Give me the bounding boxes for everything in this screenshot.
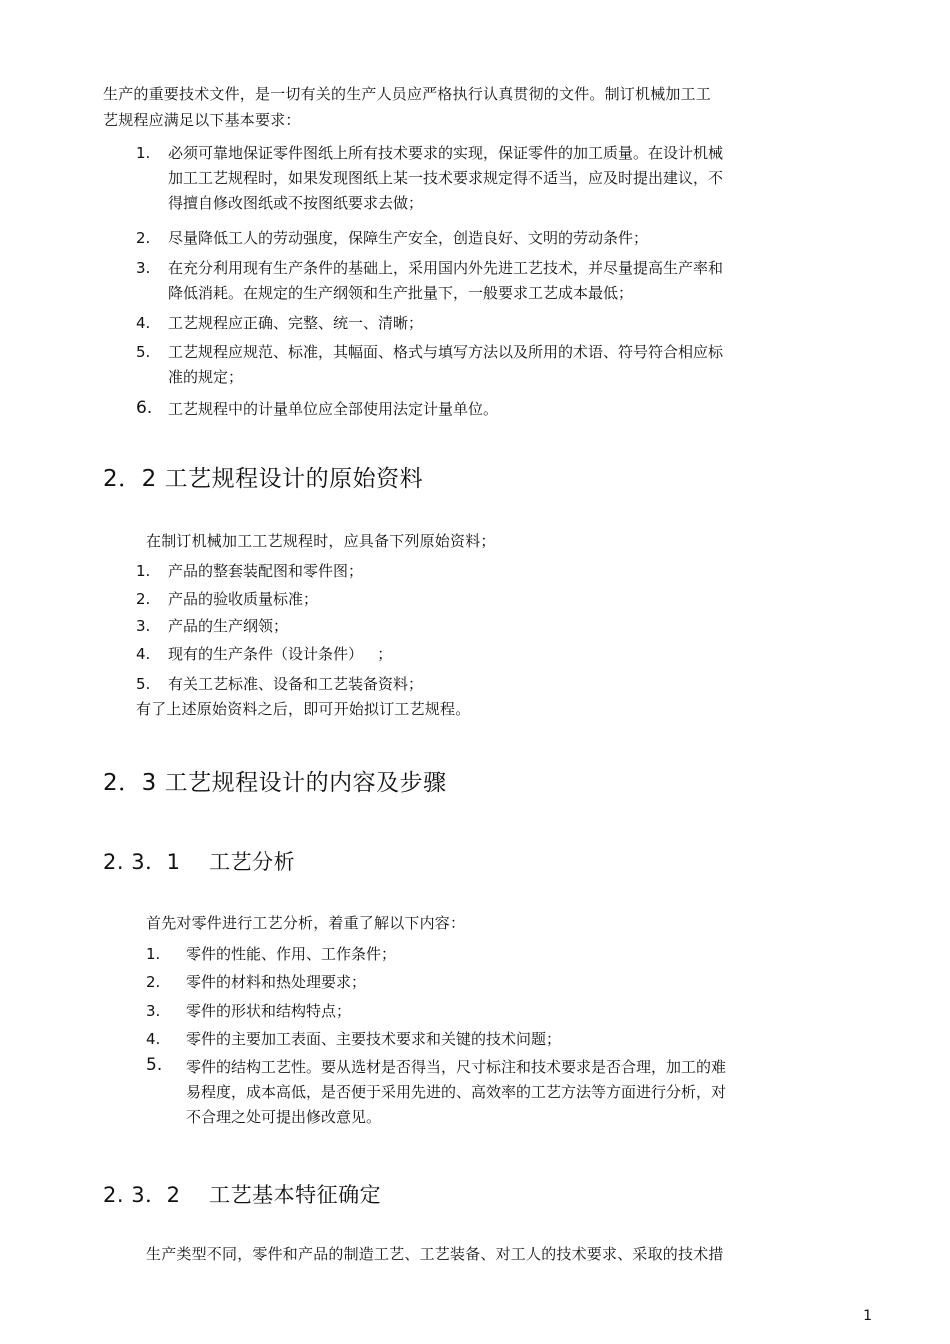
- material-item-4: [136, 642, 736, 667]
- section-2-2-lead: 在制订机械加工工艺规程时，应具备下列原始资料；: [146, 532, 496, 550]
- requirement-line: 加工工艺规程时，如果发现图纸上某一技术要求规定得不适当，应及时提出建议，不: [168, 169, 724, 187]
- analysis-item-5: [146, 1055, 806, 1135]
- material-item-1: [136, 559, 736, 584]
- material-text: 产品的生产纲领；: [168, 617, 289, 635]
- requirement-line: 必须可靠地保证零件图纸上所有技术要求的实现，保证零件的加工质量。在设计机械: [168, 144, 724, 162]
- list-number: 2.: [136, 590, 151, 608]
- list-number: 6.: [136, 398, 153, 418]
- section-2-3-1-lead: 首先对零件进行工艺分析，着重了解以下内容：: [146, 914, 466, 932]
- analysis-line: 零件的结构工艺性。要从选材是否得当，尺寸标注和技术要求是否合理，加工的难: [186, 1058, 727, 1076]
- analysis-item-2: [146, 970, 806, 995]
- requirement-item-5: [136, 340, 816, 392]
- analysis-line: 易程度，成本高低，是否便于采用先进的、高效率的工艺方法等方面进行分析，对: [186, 1083, 727, 1101]
- section-2-2-heading: 2．2 工艺规程设计的原始资料: [103, 466, 424, 492]
- requirement-item-3: [136, 256, 816, 308]
- list-number: 4.: [136, 645, 151, 663]
- analysis-line: 零件的材料和热处理要求；: [186, 973, 367, 991]
- intro-line-2: 艺规程应满足以下基本要求：: [103, 111, 301, 129]
- requirement-line: 工艺规程中的计量单位应全部使用法定计量单位。: [168, 400, 499, 418]
- material-text: 产品的整套装配图和零件图；: [168, 562, 364, 580]
- requirement-item-4: [136, 311, 816, 337]
- analysis-line: 零件的性能、作用、工作条件；: [186, 945, 397, 963]
- list-number: 1.: [136, 144, 151, 162]
- requirement-item-1: [136, 141, 816, 221]
- section-2-3-heading: 2．3 工艺规程设计的内容及步骤: [103, 770, 447, 796]
- analysis-line: 零件的形状和结构特点；: [186, 1002, 352, 1020]
- list-number: 3.: [146, 1002, 161, 1020]
- requirement-line: 尽量降低工人的劳动强度，保障生产安全，创造良好、文明的劳动条件；: [168, 229, 649, 247]
- requirement-item-6: [136, 397, 816, 423]
- requirement-item-2: [136, 226, 816, 252]
- analysis-item-4: [146, 1027, 806, 1052]
- material-text: 有关工艺标准、设备和工艺装备资料；: [168, 675, 424, 693]
- material-text: 产品的验收质量标准；: [168, 590, 319, 608]
- list-number: 5.: [136, 343, 151, 361]
- analysis-line: 零件的主要加工表面、主要技术要求和关键的技术问题；: [186, 1030, 562, 1048]
- material-item-3: [136, 614, 736, 639]
- requirement-line: 在充分利用现有生产条件的基础上，采用国内外先进工艺技术，并尽量提高生产率和: [168, 259, 724, 277]
- analysis-item-3: [146, 999, 806, 1024]
- list-number: 5.: [146, 1055, 163, 1075]
- section-2-3-2-lead: 生产类型不同，零件和产品的制造工艺、工艺装备、对工人的技术要求、采取的技术措: [146, 1245, 724, 1263]
- list-number: 4.: [136, 314, 151, 332]
- page-number: 1: [863, 1308, 872, 1324]
- material-item-5: [136, 672, 736, 697]
- list-number: 3.: [136, 259, 151, 277]
- material-item-2: [136, 587, 736, 612]
- list-number: 2.: [146, 973, 161, 991]
- section-2-3-1-heading: 2. 3．1 工艺分析: [103, 850, 296, 874]
- analysis-line: 不合理之处可提出修改意见。: [186, 1108, 382, 1126]
- requirement-line: 准的规定；: [168, 368, 244, 386]
- list-number: 5.: [136, 675, 151, 693]
- section-2-3-2-heading: 2. 3．2 工艺基本特征确定: [103, 1183, 382, 1207]
- material-text: 现有的生产条件（设计条件） ；: [168, 645, 393, 663]
- list-number: 3.: [136, 617, 151, 635]
- list-number: 1.: [136, 562, 151, 580]
- list-number: 4.: [146, 1030, 161, 1048]
- analysis-item-1: [146, 942, 806, 967]
- requirement-line: 得擅自修改图纸或不按图纸要求去做；: [168, 194, 424, 212]
- requirement-line: 降低消耗。在规定的生产纲领和生产批量下，一般要求工艺成本最低；: [168, 284, 634, 302]
- requirement-line: 工艺规程应规范、标准，其幅面、格式与填写方法以及所用的术语、符号符合相应标: [168, 343, 724, 361]
- list-number: 1.: [146, 945, 161, 963]
- requirement-line: 工艺规程应正确、完整、统一、清晰；: [168, 314, 424, 332]
- section-2-2-closing: 有了上述原始资料之后，即可开始拟订工艺规程。: [136, 700, 471, 718]
- list-number: 2.: [136, 229, 151, 247]
- intro-line-1: 生产的重要技术文件，是一切有关的生产人员应严格执行认真贯彻的文件。制订机械加工工: [103, 85, 712, 103]
